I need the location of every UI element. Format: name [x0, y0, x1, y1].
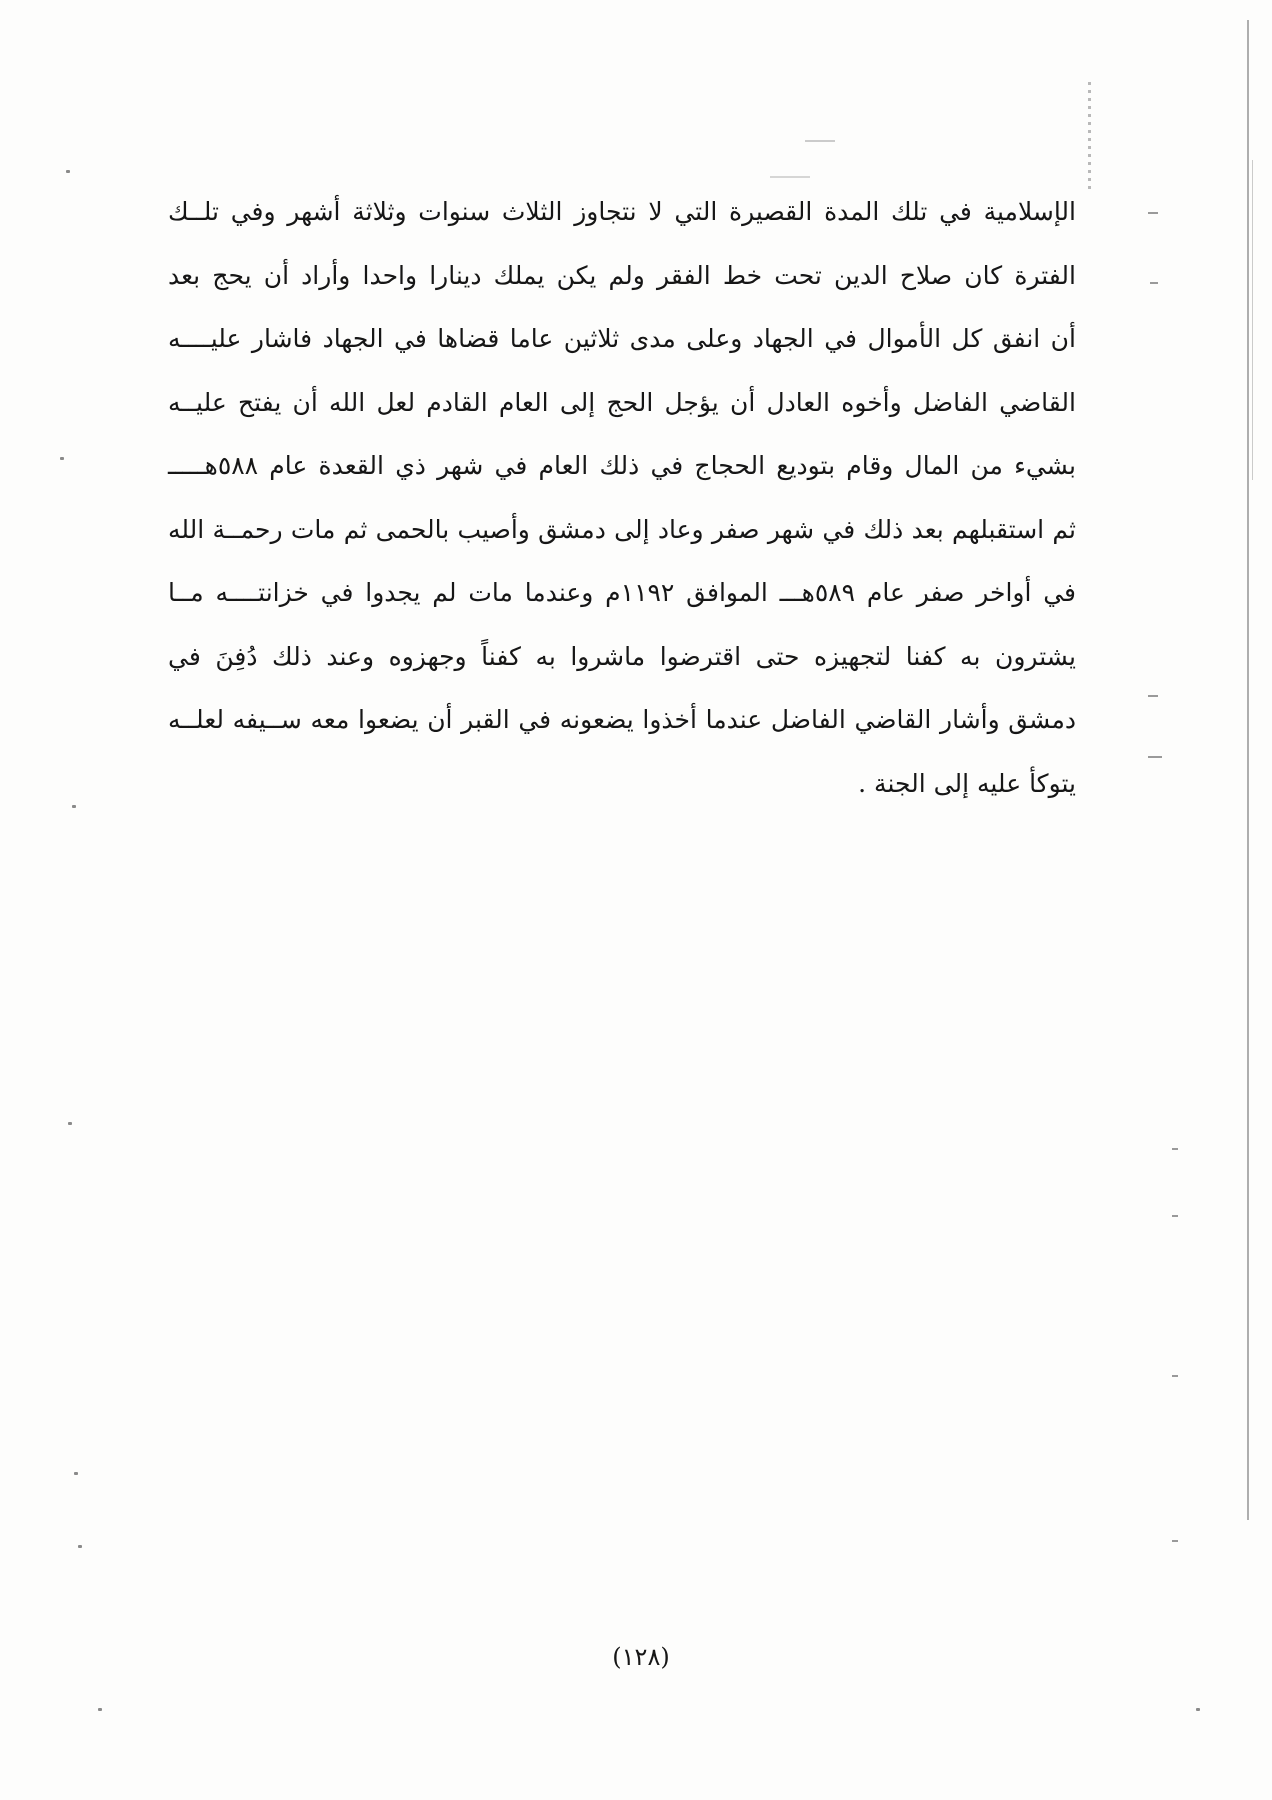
scan-dash: [1150, 282, 1158, 284]
scan-dash: [1148, 212, 1158, 214]
scan-speck: [66, 170, 70, 173]
scan-dash: [1148, 756, 1162, 758]
text-line-9: دمشق وأشار القاضي الفاضل عندما أخذوا يضعونه في القبر أن يضعوا معه ســيفه لعلــه: [168, 705, 1076, 734]
scan-dash: [1172, 1215, 1178, 1217]
page-number: (١٢٨): [612, 1643, 670, 1671]
scan-speck: [74, 1472, 78, 1475]
scan-dash: [1148, 695, 1158, 697]
text-line-8: يشترون به كفنا لتجهيزه حتى اقترضوا ماشروا به كفناً وجهزوه وعند ذلك دُفِنَ في: [168, 641, 1076, 671]
scan-dash: [770, 176, 810, 178]
scan-dash: [1172, 1540, 1178, 1542]
scan-speckle-column: [1088, 82, 1091, 192]
text-line-7: في أواخر صفر عام ٥٨٩هـــ الموافق ١١٩٢م وعندما مات لم يجدوا في خزانتــــه مــا: [168, 578, 1077, 607]
scan-speck: [98, 1708, 102, 1711]
text-line-4: القاضي الفاضل وأخوه العادل أن يؤجل الحج إلى العام القادم لعل الله أن يفتح عليــه: [168, 387, 1076, 417]
text-line-5: بشيء من المال وقام بتوديع الحجاج في ذلك العام في شهر ذي القعدة عام ٥٨٨هـــــ: [168, 451, 1076, 480]
scan-speck: [78, 1545, 82, 1548]
text-line-6: ثم استقبلهم بعد ذلك في شهر صفر وعاد إلى دمشق وأصيب بالحمى ثم مات رحمــة الله: [168, 514, 1076, 544]
text-line-3: أن انفق كل الأموال في الجهاد وعلى مدى ثلاثين عاما قضاها في الجهاد فاشار عليــــه: [168, 324, 1076, 353]
scan-edge-line-inner: [1252, 160, 1253, 480]
scan-dash: [805, 140, 835, 142]
scan-dash: [1172, 1375, 1178, 1377]
body-text: [168, 180, 1076, 815]
text-line-2: الفترة كان صلاح الدين تحت خط الفقر ولم يكن يملك دينارا واحدا وأراد أن يحج بعد: [168, 260, 1076, 290]
scan-edge-line: [1247, 20, 1249, 1520]
scan-speck: [60, 457, 64, 460]
scan-speck: [72, 805, 76, 808]
text-line-1: الإسلامية في تلك المدة القصيرة التي لا نتجاوز الثلاث سنوات وثلاثة أشهر وفي تلــك: [168, 197, 1076, 226]
scan-speck: [1196, 1708, 1200, 1711]
text-line-10: يتوكأ عليه إلى الجنة .: [858, 768, 1076, 798]
scan-speck: [68, 1122, 72, 1125]
scan-dash: [1172, 1148, 1178, 1150]
